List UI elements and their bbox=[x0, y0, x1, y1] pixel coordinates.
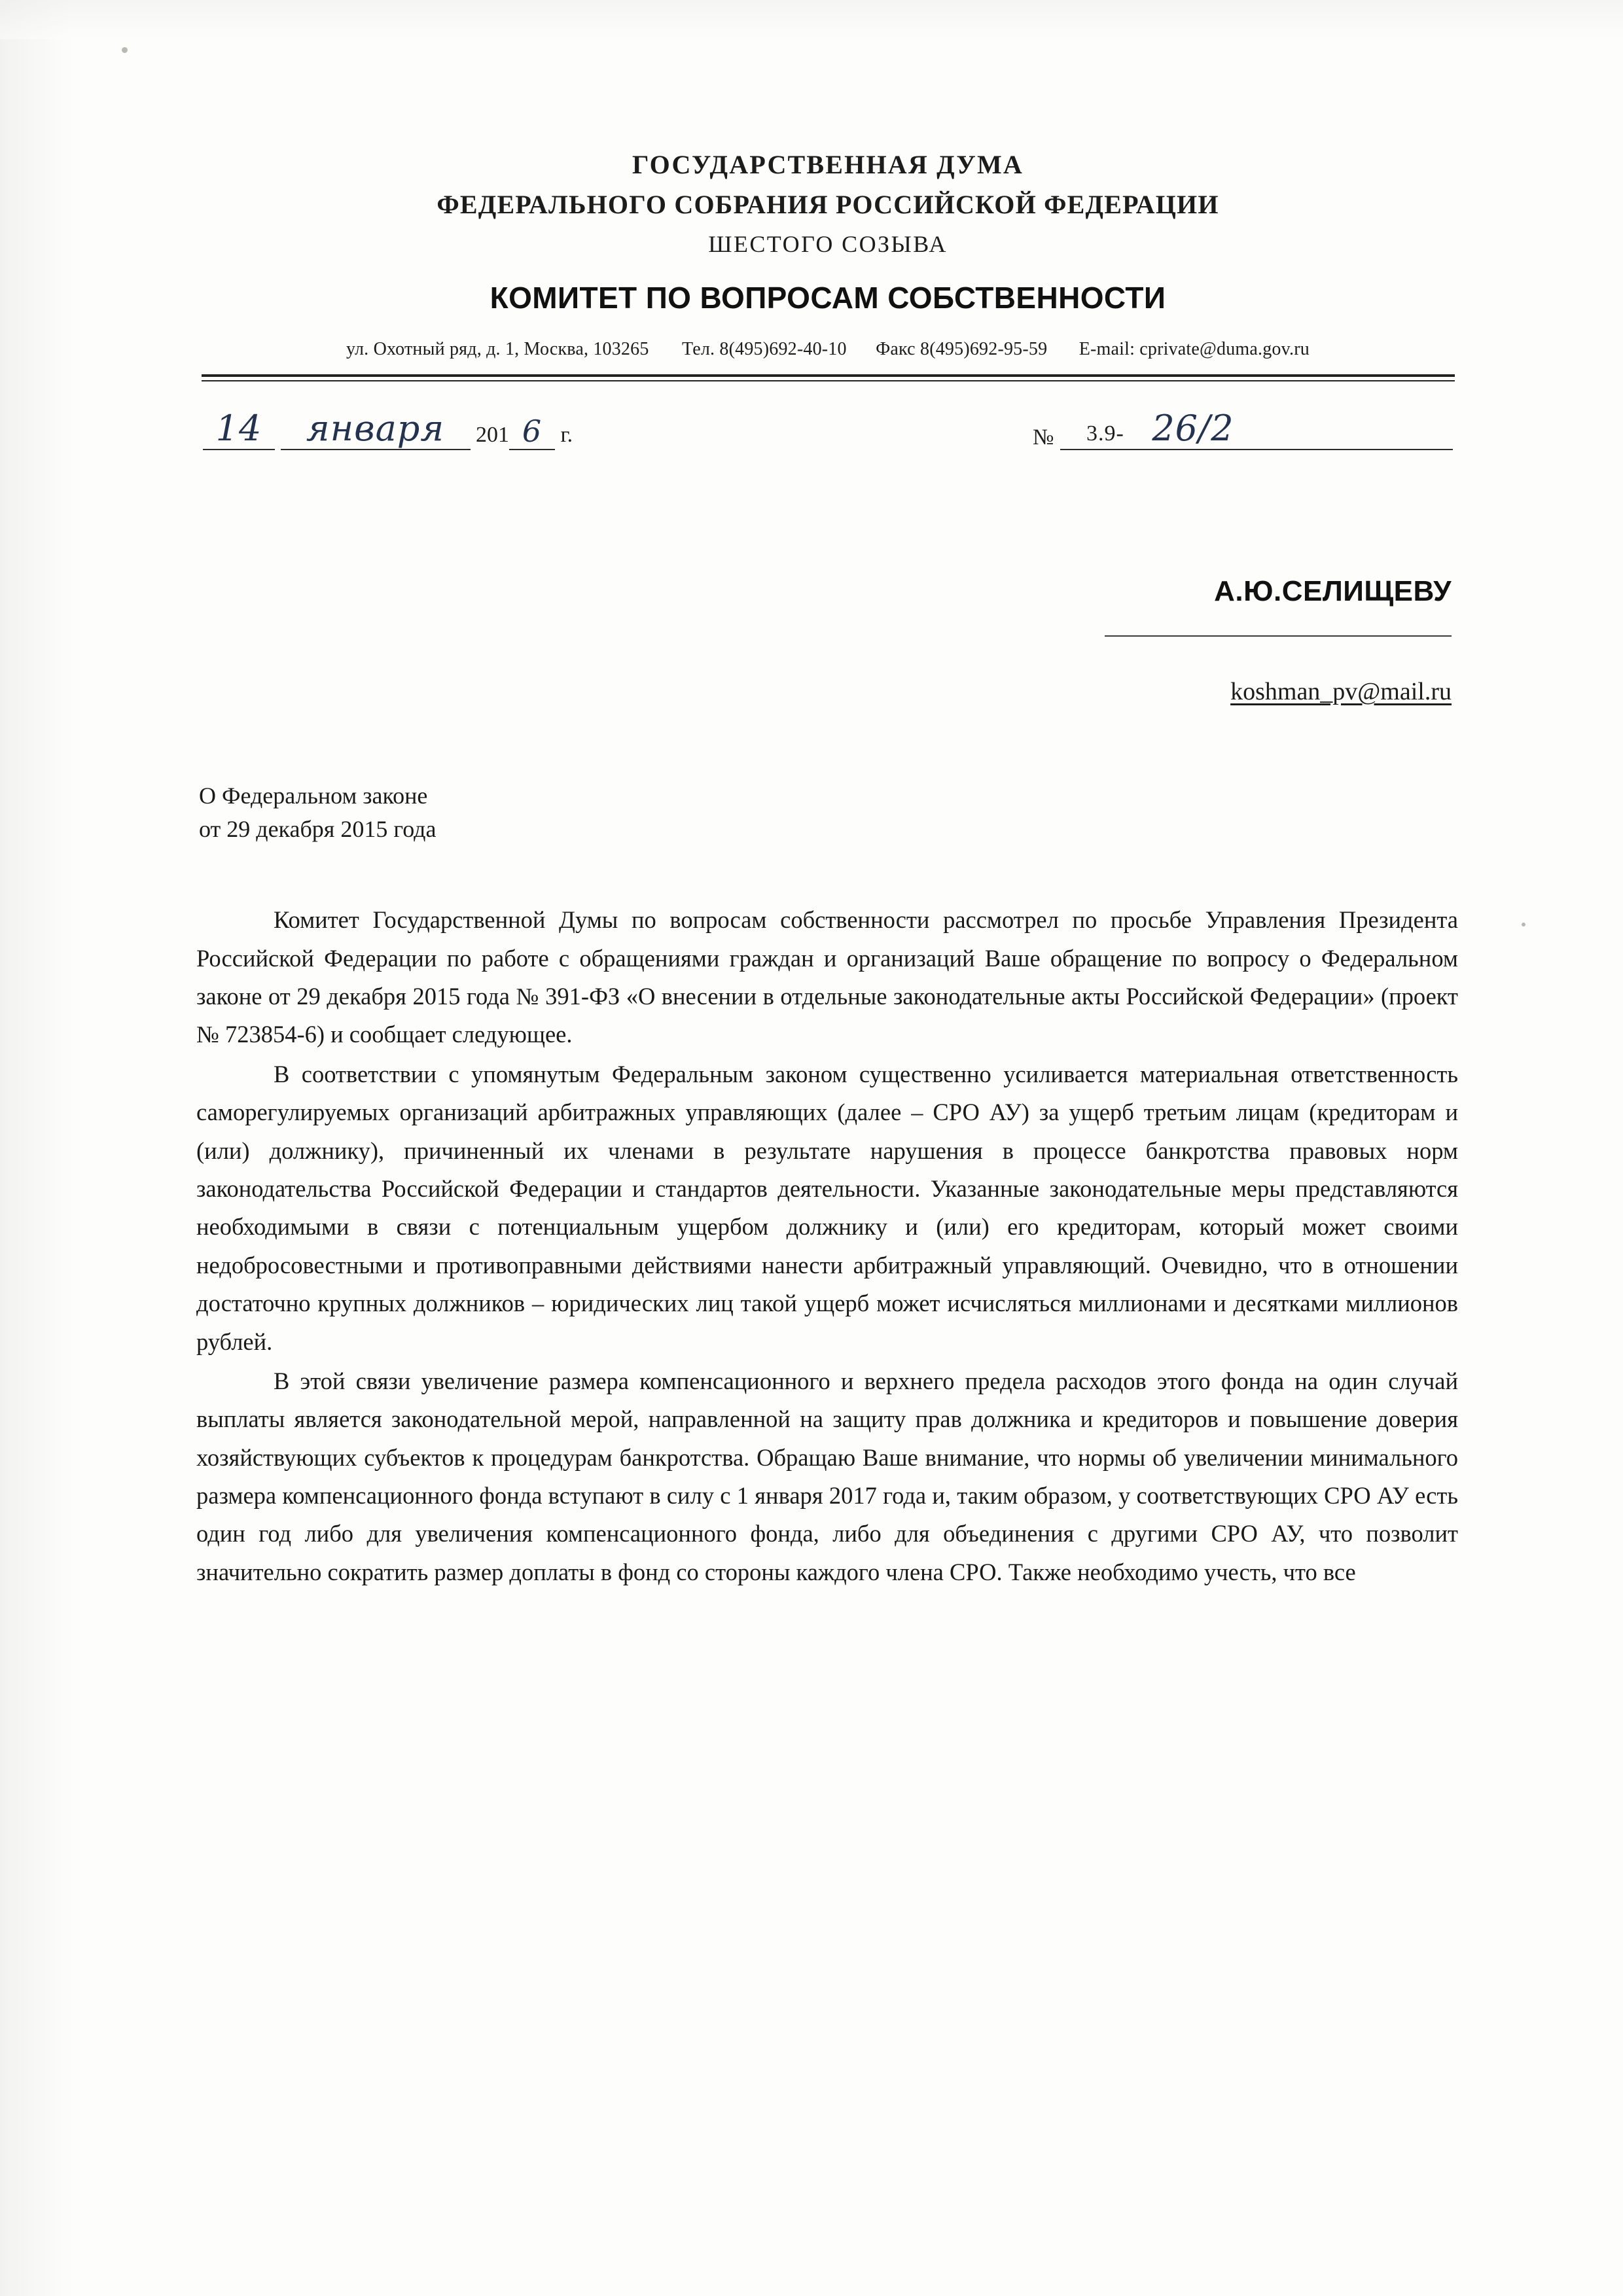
scan-speck bbox=[1522, 923, 1525, 927]
registration-year bbox=[476, 414, 573, 449]
letterhead-fax: Факс 8(495)692-95-59 bbox=[876, 339, 1048, 359]
number-prefix: 3.9- bbox=[1086, 421, 1124, 446]
scan-shadow-left bbox=[0, 0, 72, 2296]
registration-row bbox=[196, 385, 1459, 464]
registration-number-value bbox=[1060, 408, 1453, 450]
letterhead-phone: Тел. 8(495)692-40-10 bbox=[681, 339, 847, 359]
addressee-email: koshman_pv@mail.ru bbox=[1230, 678, 1452, 705]
letter-body bbox=[196, 901, 1459, 1591]
letterhead-address: ул. Охотный ряд, д. 1, Москва, 103265 bbox=[346, 339, 649, 359]
registration-number bbox=[1033, 408, 1453, 450]
registration-month-handwritten: января bbox=[281, 408, 471, 450]
registration-year-last-digit: 6 bbox=[509, 414, 555, 450]
letterhead-email: E-mail: cprivate@duma.gov.ru bbox=[1079, 339, 1310, 359]
registration-year-prefix: 201 bbox=[476, 423, 509, 447]
subject-line-1: О Федеральном законе bbox=[199, 783, 428, 809]
letterhead-divider bbox=[202, 374, 1455, 381]
body-paragraph-1: Комитет Государственной Думы по вопросам собственности рассмотрел по просьбе Управления Президента Российской Федерации по работе с обращениями граждан и организаций Ваше обращение по вопросу о Федеральном законе от 29 декабря 2015 года № 391-ФЗ «О внесении в отдельные законодательные акты Российской Федерации» (проект № 723854-6) и сообщает следующее. bbox=[196, 906, 1458, 1048]
body-paragraph-3: В этой связи увеличение размера компенсационного и верхнего предела расходов этого фонда на один случай выплаты является законодательной мерой, направленной на защиту прав должника и кредиторов и повышение доверия хозяйствующих субъектов к процедурам банкротства. Обращаю Ваше внимание, что нормы об увеличении минимального размера компенсационного фонда вступают в силу с 1 января 2017 года и, таким образом, у соответствующих СРО АУ есть один год либо для увеличения компенсационного фонда, либо для объединения с другими СРО АУ, что позволит значительно сократить размер доплаты в фонд со стороны каждого члена СРО. Также необходимо учесть, что все bbox=[196, 1367, 1458, 1585]
letterhead-line-3: ШЕСТОГО СОЗЫВА bbox=[708, 231, 948, 257]
letterhead-contacts bbox=[196, 339, 1459, 360]
number-handwritten: 26/2 bbox=[1152, 408, 1234, 449]
number-label: № bbox=[1033, 425, 1055, 450]
letterhead bbox=[196, 0, 1459, 381]
addressee-name: А.Ю.СЕЛИЩЕВУ bbox=[1214, 575, 1452, 607]
letterhead-line-2: ФЕДЕРАЛЬНОГО СОБРАНИЯ РОССИЙСКОЙ ФЕДЕРАЦИИ bbox=[437, 190, 1219, 219]
document-content bbox=[196, 0, 1459, 1591]
committee-title: КОМИТЕТ ПО ВОПРОСАМ СОБСТВЕННОСТИ bbox=[490, 281, 1166, 315]
addressee-divider bbox=[1105, 635, 1452, 637]
registration-year-suffix: г. bbox=[560, 423, 573, 447]
subject-block bbox=[196, 779, 1459, 846]
scan-speck bbox=[122, 47, 128, 53]
registration-day-handwritten: 14 bbox=[203, 408, 275, 450]
registration-date bbox=[203, 408, 573, 450]
letterhead-line-1: ГОСУДАРСТВЕННАЯ ДУМА bbox=[632, 150, 1024, 179]
subject-line-2: от 29 декабря 2015 года bbox=[199, 816, 437, 843]
body-paragraph-2: В соответствии с упомянутым Федеральным законом существенно усиливается материальная ответственность саморегулируемых организаций арбитражных управляющих (далее – СРО АУ) за ущерб третьим лицам (кредиторам и (или) должнику), причиненный их членами в результате нарушения в процессе банкротства правовых норм законодательства Российской Федерации и стандартов деятельности. Указанные законодательные меры представляются необходимыми в связи с потенциальным ущербом должнику и (или) его кредиторам, который может своими недобросовестными и противоправными действиями нанести арбитражный управляющий. Очевидно, что в отношении достаточно крупных должников – юридических лиц такой ущерб может исчисляться миллионами и десятками миллионов рублей. bbox=[196, 1060, 1458, 1355]
addressee-block bbox=[196, 575, 1459, 706]
